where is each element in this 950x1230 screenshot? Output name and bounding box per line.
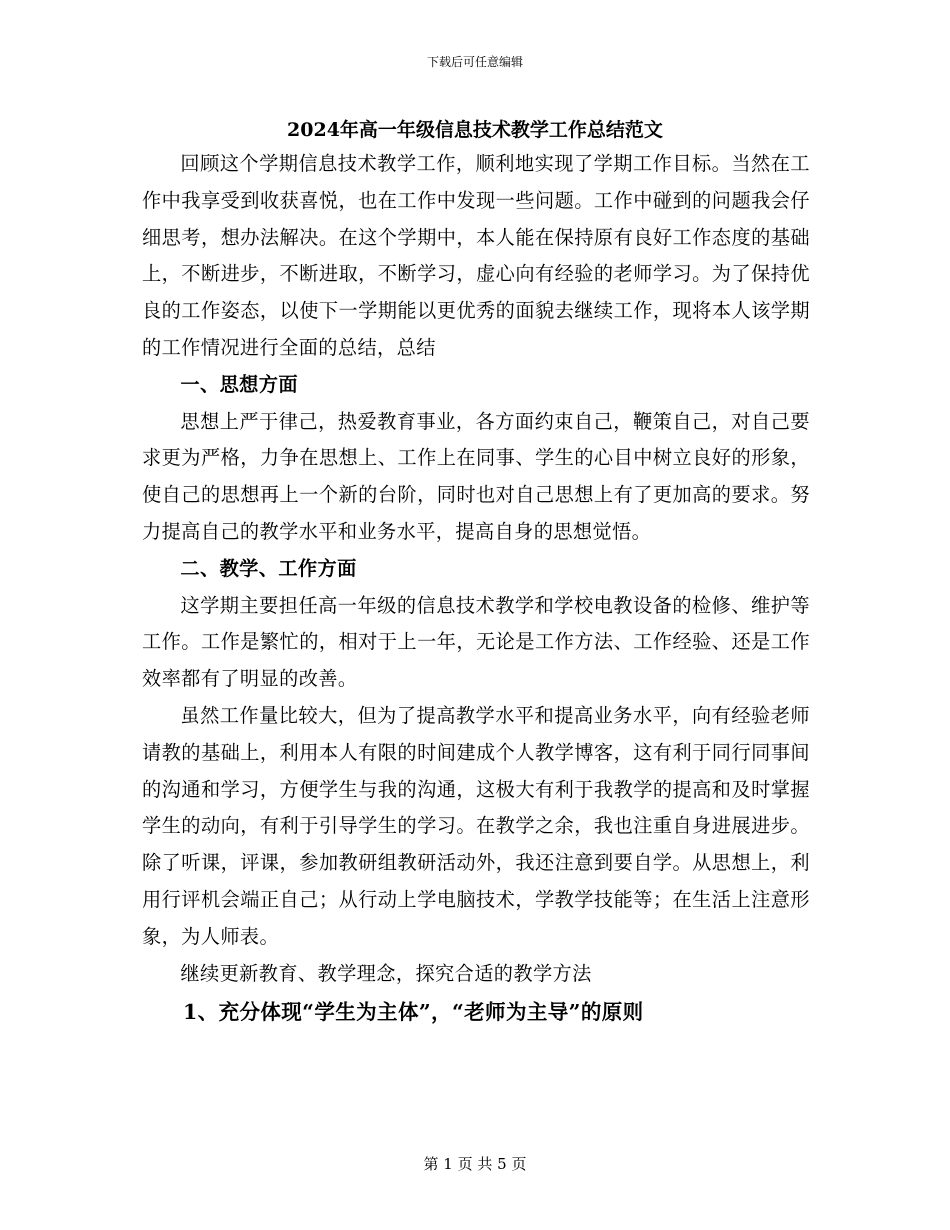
page-header-note: 下载后可任意编辑 — [426, 55, 523, 69]
document-title: 2024年高一年级信息技术教学工作总结范文 — [287, 119, 663, 141]
document-body — [142, 146, 810, 1033]
teaching-paragraph-1: 这学期主要担任高一年级的信息技术教学和学校电教设备的检修、维护等工作。工作是繁忙的，相对于上一年，无论是工作方法、工作经验、还是工作效率都有了明显的改善。 — [142, 593, 810, 691]
intro-paragraph: 回顾这个学期信息技术教学工作，顺利地实现了学期工作目标。当然在工作中我享受到收获喜悦，也在工作中发现一些问题。工作中碰到的问题我会仔细思考，想办法解决。在这个学期中，本人能在保持原有良好工作态度的基础上，不断进步，不断进取，不断学习，虚心向有经验的老师学习。为了保持优良的工作姿态，以使下一学期能以更优秀的面貌去继续工作，现将本人该学期的工作情况进行全面的总结，总结 — [142, 152, 810, 359]
teaching-paragraph-2: 虽然工作量比较大，但为了提高教学水平和提高业务水平，向有经验老师请教的基础上，利用本人有限的时间建成个人教学博客，这有利于同行同事间的沟通和学习，方便学生与我的沟通，这极大有利于我教学的提高和及时掌握学生的动向，有利于引导学生的学习。在教学之余，我也注重自身进展进步。除了听课，评课，参加教研组教研活动外，我还注意到要自学。从思想上，利用行评机会端正自己；从行动上学电脑技术，学教学技能等；在生活上注意形象，为人师表。 — [142, 703, 810, 948]
section-heading-thought: 一、思想方面 — [180, 372, 298, 396]
subsection-heading-principle: 1、充分体现“学生为主体”，“老师为主导”的原则 — [183, 1000, 644, 1025]
page-number-footer: 第 1 页 共 5 页 — [423, 1155, 527, 1173]
thought-paragraph: 思想上严于律己，热爱教育事业，各方面约束自己，鞭策自己，对自己要求更为严格，力争在思想上、工作上在同事、学生的心目中树立良好的形象，使自己的思想再上一个新的台阶，同时也对自己思想上有了更加高的要求。努力提高自己的教学水平和业务水平，提高自身的思想觉悟。 — [142, 409, 810, 543]
section-heading-teaching: 二、教学、工作方面 — [180, 556, 357, 580]
teaching-paragraph-3: 继续更新教育、教学理念，探究合适的教学方法 — [180, 961, 592, 985]
